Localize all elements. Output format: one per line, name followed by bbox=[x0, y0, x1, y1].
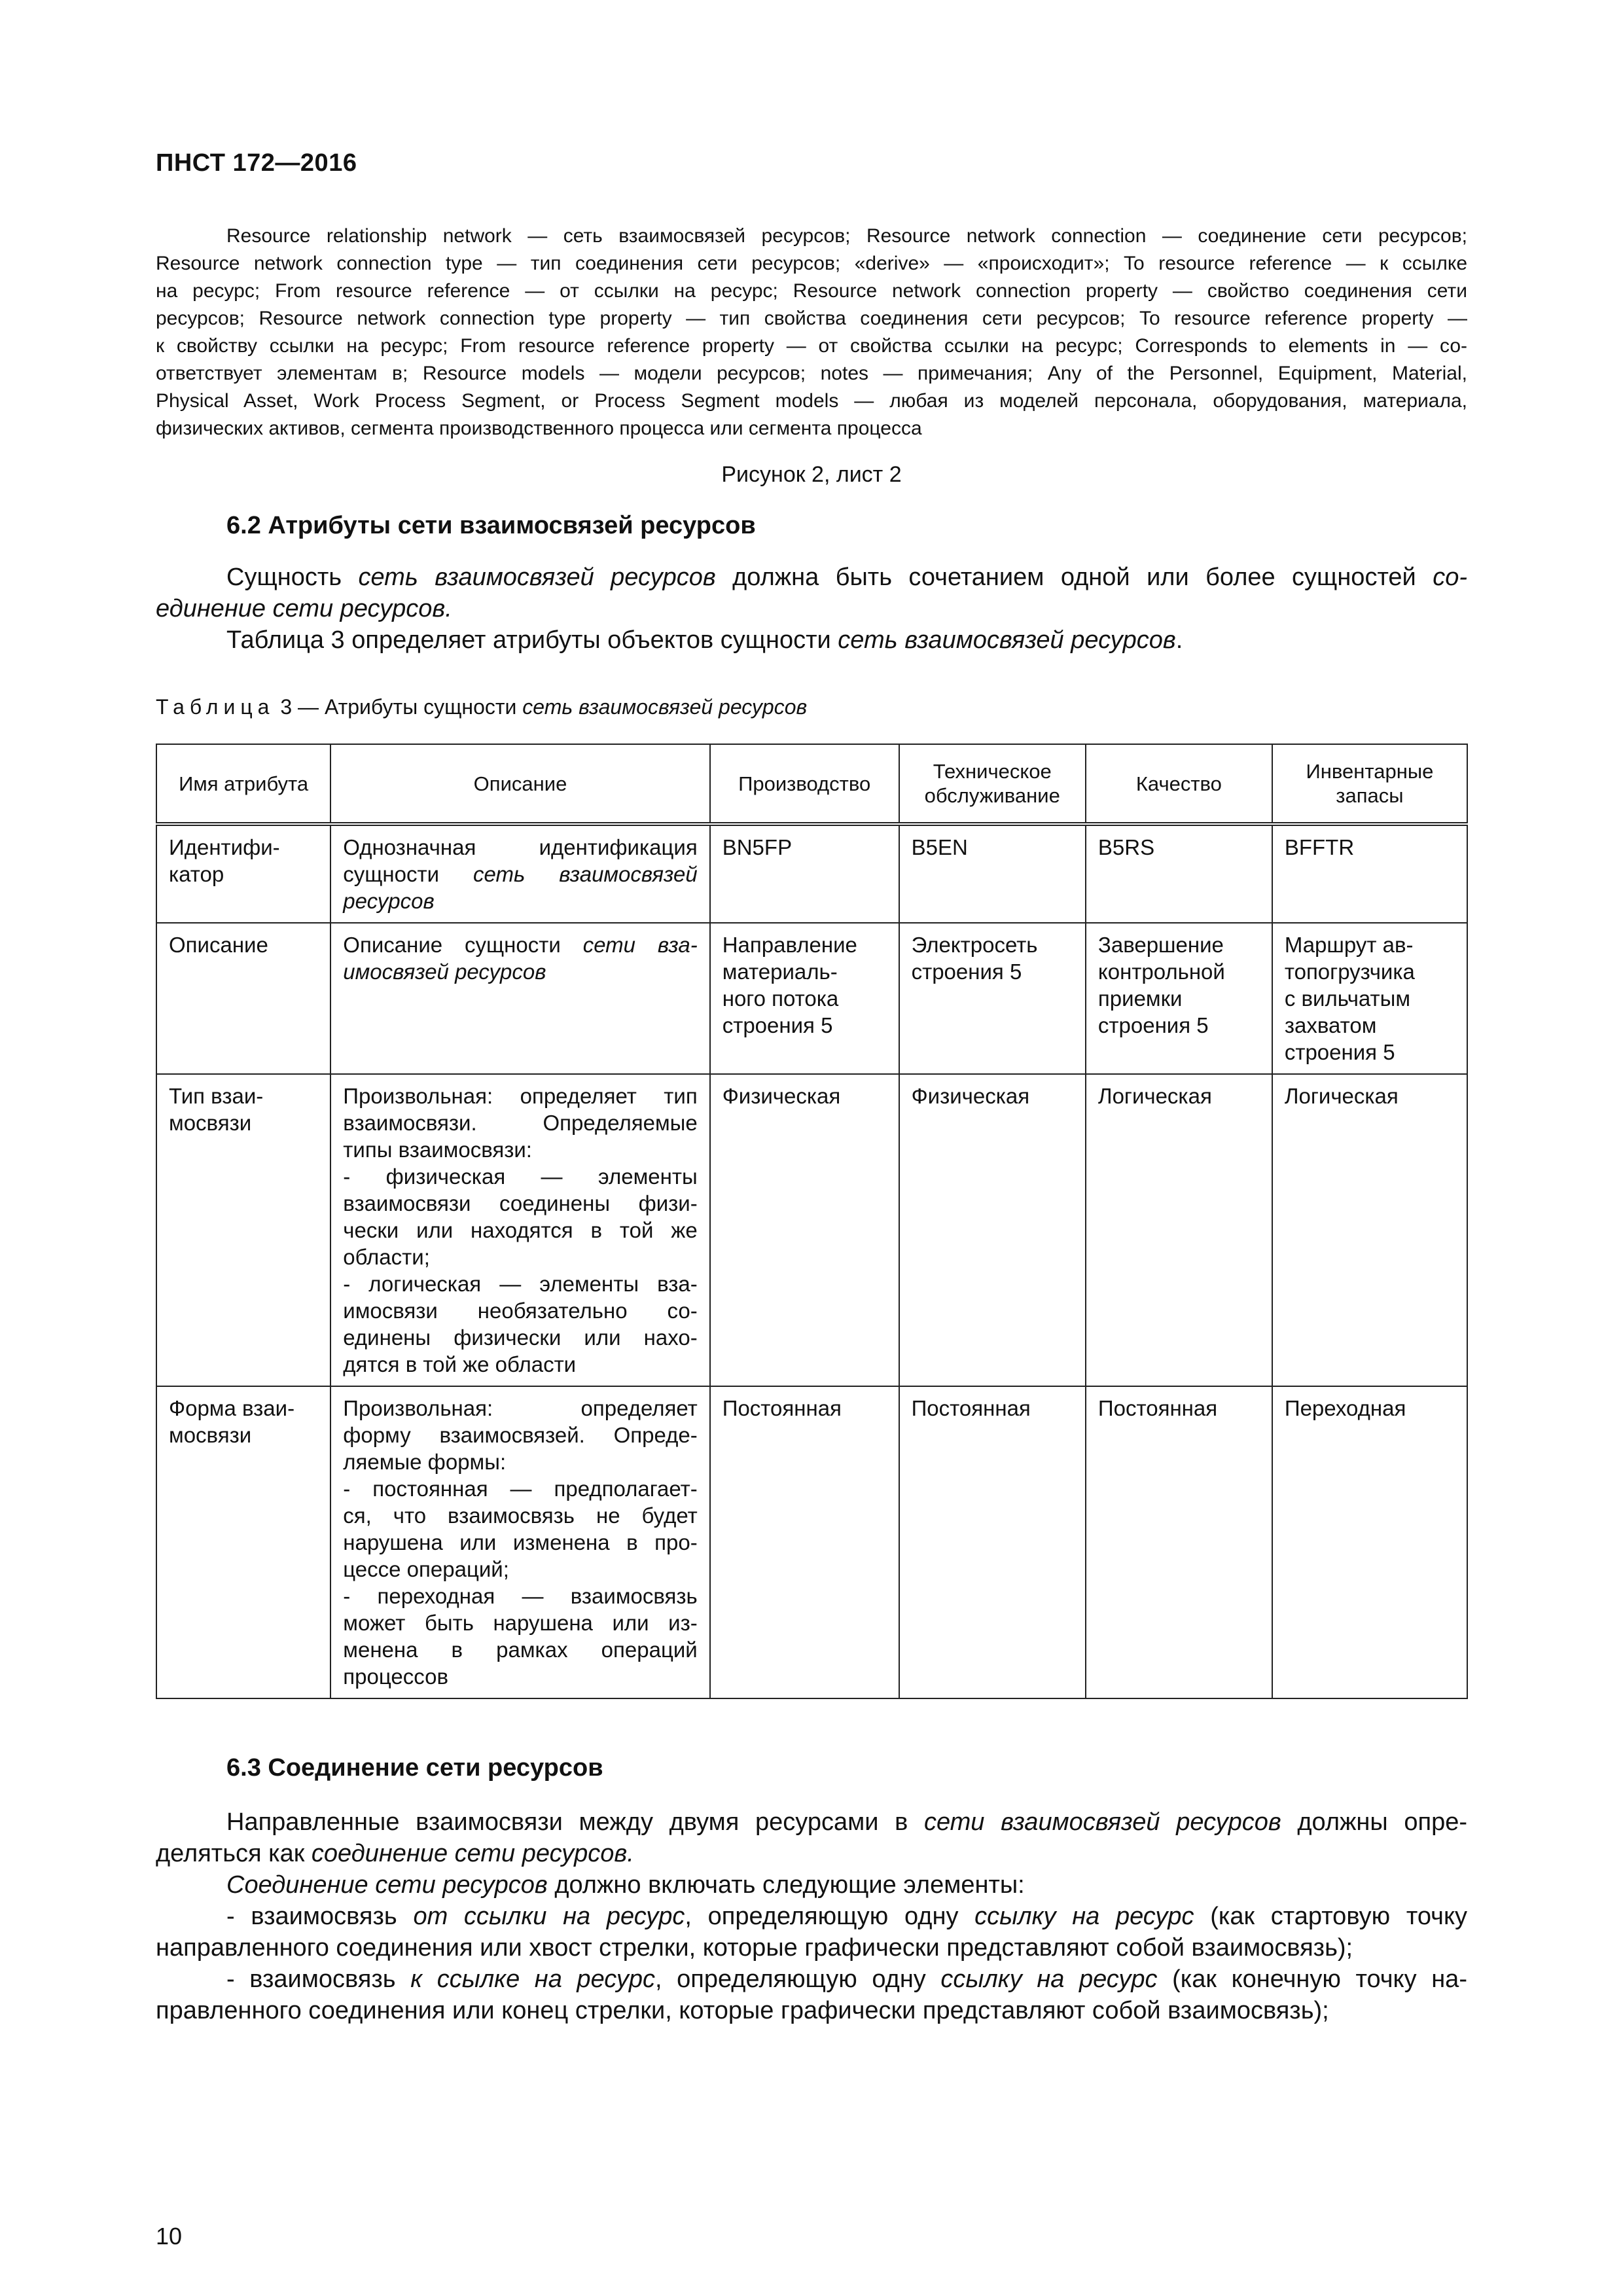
legend-line: физических активов, сегмента производственного процесса или сегмента процесса bbox=[156, 418, 922, 439]
paragraph-line bbox=[156, 593, 1467, 624]
text-run: должны опре- bbox=[1281, 1808, 1467, 1836]
cell-line: контрольной bbox=[1097, 960, 1225, 984]
text-run: - взаимосвязь bbox=[226, 1965, 411, 1993]
text-run: (как стартовую точку bbox=[1194, 1903, 1468, 1930]
legend-line: Physical Asset, Work Process Segment, or Process Segment models — любая из моделей персонала, оборудования, материала, bbox=[156, 390, 1467, 412]
description-line bbox=[343, 834, 697, 861]
cell-maintenance bbox=[899, 923, 1086, 1074]
table-header-row bbox=[156, 744, 1467, 824]
description-line bbox=[343, 1083, 697, 1109]
italic-term: ссылку на ресурс bbox=[974, 1903, 1194, 1930]
text-run: взаимосвязи. Определяемые bbox=[343, 1111, 698, 1135]
cell-line: материаль- bbox=[722, 960, 838, 984]
text-run: должно включать следующие элементы: bbox=[547, 1871, 1025, 1899]
cell-line: Постоянная bbox=[722, 1396, 842, 1420]
italic-term: сети вза- bbox=[582, 933, 698, 957]
cell-line: Форма взаи- bbox=[169, 1396, 295, 1420]
paragraph-line bbox=[156, 1901, 1467, 1932]
table-caption bbox=[156, 695, 807, 719]
description-line bbox=[343, 1583, 697, 1609]
figure-caption: Рисунок 2, лист 2 bbox=[721, 462, 902, 487]
description-line bbox=[343, 861, 697, 888]
cell-inventory bbox=[1272, 923, 1467, 1074]
cell-production bbox=[710, 1386, 899, 1698]
text-run: Направленные взаимосвязи между двумя ресурсами в bbox=[226, 1808, 924, 1836]
cell-line: с вильчатым bbox=[1284, 986, 1411, 1011]
cell-maintenance bbox=[899, 1074, 1086, 1386]
legend-line: к свойству ссылки на ресурс; From resource reference property — от свойства ссылки на ресурс; Corresponds to elements in — со- bbox=[156, 335, 1467, 357]
italic-term: имосвязей ресурсов bbox=[343, 960, 546, 984]
cell-line: мосвязи bbox=[169, 1423, 252, 1447]
description-line bbox=[343, 1324, 697, 1351]
text-run: процессов bbox=[343, 1664, 448, 1689]
text-run: правленного соединения или конец стрелки, которые графически представляют собой взаимосвязь); bbox=[156, 1997, 1329, 2024]
italic-term: единение сети ресурсов. bbox=[156, 595, 452, 622]
table-caption-italic: сеть взаимосвязей ресурсов bbox=[522, 695, 808, 719]
cell-line: топогрузчика bbox=[1284, 960, 1415, 984]
description-line bbox=[343, 1529, 697, 1556]
cell-line: строения 5 bbox=[722, 1013, 833, 1037]
text-run: , определяющую одну bbox=[685, 1903, 975, 1930]
description-line bbox=[343, 1109, 697, 1136]
cell-line: строения 5 bbox=[911, 960, 1022, 984]
text-run: должна быть сочетанием одной или более сущностей bbox=[715, 564, 1433, 591]
description-line bbox=[343, 1422, 697, 1448]
text-run: нарушена или изменена в про- bbox=[343, 1530, 698, 1554]
cell-line: ного потока bbox=[722, 986, 839, 1011]
cell-line: Завершение bbox=[1097, 933, 1224, 957]
description-line bbox=[343, 1663, 697, 1690]
cell-description bbox=[330, 1074, 709, 1386]
cell-line: Маршрут ав- bbox=[1284, 933, 1414, 957]
description-line bbox=[343, 1163, 697, 1190]
description-line bbox=[343, 1217, 697, 1244]
cell-line: Электросеть bbox=[911, 933, 1038, 957]
table-row bbox=[156, 923, 1467, 1074]
description-line bbox=[343, 1475, 697, 1502]
text-run: дятся в той же области bbox=[343, 1352, 577, 1376]
header-attribute-name: Имя атрибута bbox=[156, 744, 330, 824]
paragraph-line bbox=[156, 562, 1467, 593]
text-run: - логическая — элементы вза- bbox=[343, 1272, 698, 1296]
cell-line: захватом bbox=[1284, 1013, 1377, 1037]
description-line bbox=[343, 1502, 697, 1529]
cell-line: Тип взаи- bbox=[169, 1084, 264, 1108]
table-row bbox=[156, 1074, 1467, 1386]
text-run: ляемые формы: bbox=[343, 1450, 507, 1474]
text-run: направленного соединения или хвост стрелки, которые графически представляют собой взаимосвязь); bbox=[156, 1934, 1353, 1962]
text-run: Таблица 3 определяет атрибуты объектов сущности bbox=[226, 626, 838, 654]
cell-maintenance bbox=[899, 1386, 1086, 1698]
legend-line: Resource network connection type — тип соединения сети ресурсов; «derive» — «происходит»; To resource reference — к ссылке bbox=[156, 253, 1467, 274]
cell-quality bbox=[1086, 824, 1272, 923]
text-run: - физическая — элементы bbox=[343, 1164, 698, 1189]
header-maintenance: Техническое обслуживание bbox=[899, 744, 1086, 824]
cell-maintenance bbox=[899, 824, 1086, 923]
text-run: взаимосвязи соединены физи- bbox=[343, 1191, 698, 1215]
cell-quality bbox=[1086, 923, 1272, 1074]
cell-description bbox=[330, 824, 709, 923]
cell-line: Логическая bbox=[1097, 1084, 1212, 1108]
cell-inventory bbox=[1272, 1386, 1467, 1698]
cell-line: строения 5 bbox=[1284, 1040, 1395, 1064]
paragraph-line bbox=[156, 1869, 1467, 1901]
text-run: типы взаимосвязи: bbox=[343, 1138, 532, 1162]
cell-line: Постоянная bbox=[1097, 1396, 1218, 1420]
document-id-header: ПНСТ 172—2016 bbox=[156, 149, 357, 177]
cell-inventory bbox=[1272, 824, 1467, 923]
text-run: (как конечную точку на- bbox=[1157, 1965, 1467, 1993]
text-run: . bbox=[1175, 626, 1183, 654]
paragraph-line bbox=[156, 1964, 1467, 1995]
legend-line: Resource relationship network — сеть взаимосвязей ресурсов; Resource network connection — соединение сети ресурсов; bbox=[226, 225, 1467, 247]
cell-line: мосвязи bbox=[169, 1111, 252, 1135]
cell-line: BN5FP bbox=[722, 835, 793, 859]
cell-production bbox=[710, 824, 899, 923]
table-row bbox=[156, 824, 1467, 923]
legend-line: на ресурс; From resource reference — от ссылки на ресурс; Resource network connection property — свойство соединения сети bbox=[156, 280, 1467, 302]
description-line bbox=[343, 1448, 697, 1475]
cell-line: Логическая bbox=[1284, 1084, 1399, 1108]
table-caption-label: Таблица bbox=[156, 695, 275, 719]
cell-line: катор bbox=[169, 862, 224, 886]
cell-description bbox=[330, 923, 709, 1074]
section-6-2-body bbox=[156, 562, 1467, 656]
italic-term: сеть взаимосвязей ресурсов bbox=[358, 564, 716, 591]
cell-line: приемки bbox=[1097, 986, 1183, 1011]
header-production: Производство bbox=[710, 744, 899, 824]
description-line bbox=[343, 1190, 697, 1217]
text-run: сущности bbox=[343, 862, 473, 886]
section-6-3-body bbox=[156, 1806, 1467, 2026]
text-run: менена в рамках операций bbox=[343, 1638, 698, 1662]
paragraph-line bbox=[156, 1932, 1467, 1964]
italic-term: сеть взаимосвязей ресурсов bbox=[838, 626, 1176, 654]
italic-term: со- bbox=[1433, 564, 1467, 591]
description-line bbox=[343, 1351, 697, 1378]
italic-term: к ссылке на ресурс bbox=[410, 1965, 655, 1993]
cell-line: Физическая bbox=[722, 1084, 841, 1108]
description-line bbox=[343, 931, 697, 958]
cell-production bbox=[710, 923, 899, 1074]
cell-production bbox=[710, 1074, 899, 1386]
text-run: - взаимосвязь bbox=[226, 1903, 414, 1930]
section-6-3-heading: 6.3 Соединение сети ресурсов bbox=[226, 1754, 603, 1782]
text-run: цессе операций; bbox=[343, 1557, 509, 1581]
description-line bbox=[343, 1297, 697, 1324]
text-run: деляться как bbox=[156, 1840, 312, 1867]
italic-term: от ссылки на ресурс bbox=[413, 1903, 685, 1930]
paragraph-line bbox=[156, 1995, 1467, 2026]
description-line bbox=[343, 1395, 697, 1422]
italic-term: соединение сети ресурсов. bbox=[311, 1840, 634, 1867]
table-row bbox=[156, 1386, 1467, 1698]
cell-line: Направление bbox=[722, 933, 857, 957]
header-inventory: Инвентарные запасы bbox=[1272, 744, 1467, 824]
legend-line: ответствует элементам в; Resource models — модели ресурсов; notes — примечания; Any of the Personnel, Equipment, Material, bbox=[156, 363, 1467, 384]
paragraph-line bbox=[156, 1838, 1467, 1869]
cell-attribute-name bbox=[156, 923, 330, 1074]
description-line bbox=[343, 888, 697, 914]
text-run: области; bbox=[343, 1245, 430, 1269]
cell-line: Идентифи- bbox=[169, 835, 280, 859]
text-run: Описание сущности bbox=[343, 933, 583, 957]
description-line bbox=[343, 1556, 697, 1583]
section-6-2-heading: 6.2 Атрибуты сети взаимосвязей ресурсов bbox=[226, 512, 756, 539]
figure-legend bbox=[156, 223, 1467, 442]
cell-line: строения 5 bbox=[1097, 1013, 1209, 1037]
text-run: - постоянная — предполагает- bbox=[343, 1477, 698, 1501]
cell-line: B5EN bbox=[911, 835, 968, 859]
italic-term: сети взаимосвязей ресурсов bbox=[923, 1808, 1281, 1836]
description-line bbox=[343, 1636, 697, 1663]
text-run: , определяющую одну bbox=[654, 1965, 941, 1993]
description-line bbox=[343, 1270, 697, 1297]
paragraph-line bbox=[156, 1806, 1467, 1838]
cell-description bbox=[330, 1386, 709, 1698]
text-run: ся, что взаимосвязь не будет bbox=[343, 1503, 698, 1528]
cell-line: B5RS bbox=[1097, 835, 1155, 859]
cell-quality bbox=[1086, 1386, 1272, 1698]
table-caption-text: 3 — Атрибуты сущности bbox=[274, 695, 523, 719]
cell-line: Физическая bbox=[911, 1084, 1030, 1108]
cell-inventory bbox=[1272, 1074, 1467, 1386]
text-run: чески или находятся в той же bbox=[343, 1218, 698, 1242]
description-line bbox=[343, 958, 697, 985]
italic-term: сеть взаимосвязей bbox=[473, 862, 698, 886]
cell-line: BFFTR bbox=[1284, 835, 1355, 859]
text-run: Однозначная идентификация bbox=[343, 835, 698, 859]
cell-attribute-name bbox=[156, 1074, 330, 1386]
description-line bbox=[343, 1609, 697, 1636]
cell-attribute-name bbox=[156, 1386, 330, 1698]
header-description: Описание bbox=[330, 744, 709, 824]
description-line bbox=[343, 1136, 697, 1163]
description-line bbox=[343, 1244, 697, 1270]
header-quality: Качество bbox=[1086, 744, 1272, 824]
text-run: Произвольная: определяет bbox=[343, 1396, 698, 1420]
italic-term: ресурсов bbox=[343, 889, 435, 913]
text-run: имосвязи необязательно со- bbox=[343, 1299, 698, 1323]
text-run: единены физически или нахо- bbox=[343, 1325, 698, 1350]
italic-term: ссылку на ресурс bbox=[940, 1965, 1158, 1993]
legend-line: ресурсов; Resource network connection type property — тип свойства соединения сети ресурсов; To resource reference property — bbox=[156, 308, 1467, 329]
cell-line: Описание bbox=[169, 933, 268, 957]
cell-quality bbox=[1086, 1074, 1272, 1386]
cell-line: Переходная bbox=[1284, 1396, 1406, 1420]
text-run: Произвольная: определяет тип bbox=[343, 1084, 698, 1108]
paragraph-line bbox=[156, 624, 1467, 656]
text-run: - переходная — взаимосвязь bbox=[343, 1584, 698, 1608]
cell-attribute-name bbox=[156, 824, 330, 923]
cell-line: Постоянная bbox=[911, 1396, 1031, 1420]
text-run: форму взаимосвязей. Опреде- bbox=[343, 1423, 698, 1447]
page-number: 10 bbox=[156, 2223, 183, 2250]
text-run: может быть нарушена или из- bbox=[343, 1611, 698, 1635]
italic-term: Соединение сети ресурсов bbox=[226, 1871, 548, 1899]
text-run: Сущность bbox=[226, 564, 359, 591]
attributes-table bbox=[156, 744, 1468, 1699]
